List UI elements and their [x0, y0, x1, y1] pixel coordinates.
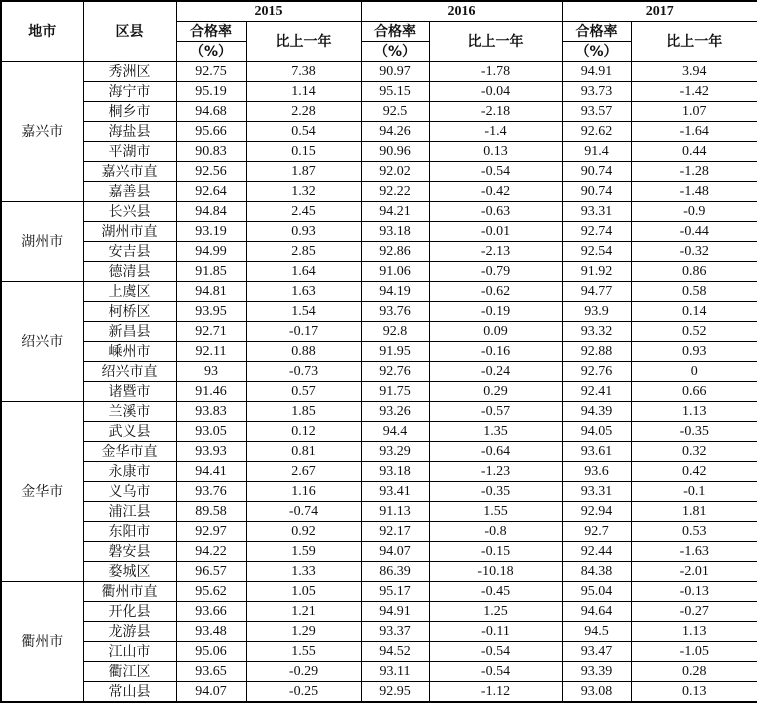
county-cell: 桐乡市: [83, 102, 176, 122]
change-2017-cell: 0.66: [631, 382, 757, 402]
change-2016-cell: -0.79: [429, 262, 562, 282]
county-cell: 长兴县: [83, 202, 176, 222]
change-2015-cell: 1.16: [246, 482, 361, 502]
rate-2015-cell: 94.68: [176, 102, 246, 122]
city-cell: 绍兴市: [1, 282, 83, 402]
rate-unit-2017: （%）: [562, 42, 631, 62]
table-row: [1, 282, 757, 302]
county-cell: 嘉善县: [83, 182, 176, 202]
rate-2017-cell: 92.44: [562, 542, 631, 562]
rate-2015-cell: 94.22: [176, 542, 246, 562]
change-2015-cell: 1.21: [246, 602, 361, 622]
rate-2016-cell: 95.15: [361, 82, 429, 102]
change-2016-cell: -0.35: [429, 482, 562, 502]
table-row: [1, 602, 757, 622]
change-2017-cell: 0.52: [631, 322, 757, 342]
table-row: [1, 262, 757, 282]
rate-2017-cell: 93.31: [562, 202, 631, 222]
change-header-2017: 比上一年: [631, 22, 757, 62]
city-cell: 湖州市: [1, 202, 83, 282]
change-2016-cell: -0.11: [429, 622, 562, 642]
rate-2015-cell: 94.81: [176, 282, 246, 302]
rate-2017-cell: 94.5: [562, 622, 631, 642]
rate-2015-cell: 91.46: [176, 382, 246, 402]
change-2016-cell: 1.55: [429, 502, 562, 522]
rate-header-2017: 合格率: [562, 22, 631, 42]
table-row: [1, 82, 757, 102]
change-2015-cell: 0.54: [246, 122, 361, 142]
rate-2016-cell: 91.06: [361, 262, 429, 282]
change-2017-cell: 0.58: [631, 282, 757, 302]
change-2015-cell: -0.29: [246, 662, 361, 682]
change-2017-cell: -1.63: [631, 542, 757, 562]
change-2016-cell: -0.54: [429, 662, 562, 682]
county-cell: 东阳市: [83, 522, 176, 542]
change-2015-cell: -0.25: [246, 682, 361, 703]
county-cell: 婺城区: [83, 562, 176, 582]
county-cell: 浦江县: [83, 502, 176, 522]
change-2017-cell: 0.93: [631, 342, 757, 362]
rate-2015-cell: 95.19: [176, 82, 246, 102]
county-cell: 嵊州市: [83, 342, 176, 362]
table-row: [1, 582, 757, 602]
rate-2017-cell: 91.92: [562, 262, 631, 282]
city-cell: 衢州市: [1, 582, 83, 703]
change-2017-cell: -2.01: [631, 562, 757, 582]
rate-2017-cell: 93.73: [562, 82, 631, 102]
change-2015-cell: 7.38: [246, 62, 361, 82]
county-cell: 江山市: [83, 642, 176, 662]
table-row: [1, 242, 757, 262]
table-row: [1, 102, 757, 122]
change-2015-cell: 0.88: [246, 342, 361, 362]
rate-2017-cell: 92.94: [562, 502, 631, 522]
rate-2017-cell: 92.7: [562, 522, 631, 542]
change-header-2016: 比上一年: [429, 22, 562, 62]
table-row: [1, 142, 757, 162]
change-2017-cell: 0.32: [631, 442, 757, 462]
rate-header-2015: 合格率: [176, 22, 246, 42]
rate-2016-cell: 94.21: [361, 202, 429, 222]
table-row: [1, 342, 757, 362]
change-2016-cell: -0.62: [429, 282, 562, 302]
table-row: [1, 542, 757, 562]
year-header-2015: 2015: [176, 1, 361, 22]
county-cell: 秀洲区: [83, 62, 176, 82]
county-cell: 绍兴市直: [83, 362, 176, 382]
change-2016-cell: -0.19: [429, 302, 562, 322]
rate-2015-cell: 95.66: [176, 122, 246, 142]
rate-2015-cell: 93.65: [176, 662, 246, 682]
rate-2016-cell: 94.19: [361, 282, 429, 302]
rate-2016-cell: 92.5: [361, 102, 429, 122]
change-2016-cell: -0.42: [429, 182, 562, 202]
rate-2016-cell: 94.4: [361, 422, 429, 442]
rate-2017-cell: 93.32: [562, 322, 631, 342]
table-row: [1, 162, 757, 182]
change-2016-cell: 0.29: [429, 382, 562, 402]
change-2017-cell: 1.07: [631, 102, 757, 122]
rate-2015-cell: 93.76: [176, 482, 246, 502]
change-2015-cell: 0.15: [246, 142, 361, 162]
change-2016-cell: -10.18: [429, 562, 562, 582]
change-2017-cell: 0: [631, 362, 757, 382]
change-2015-cell: 1.32: [246, 182, 361, 202]
county-cell: 湖州市直: [83, 222, 176, 242]
rate-2017-cell: 94.64: [562, 602, 631, 622]
county-cell: 海宁市: [83, 82, 176, 102]
city-cell: 金华市: [1, 402, 83, 582]
change-2016-cell: -0.57: [429, 402, 562, 422]
table-row: [1, 382, 757, 402]
table-row: [1, 202, 757, 222]
rate-2016-cell: 93.26: [361, 402, 429, 422]
table-row: [1, 662, 757, 682]
rate-2015-cell: 94.07: [176, 682, 246, 703]
change-2017-cell: -0.35: [631, 422, 757, 442]
rate-2016-cell: 90.97: [361, 62, 429, 82]
change-2015-cell: 0.57: [246, 382, 361, 402]
county-column-header: 区县: [83, 1, 176, 62]
county-cell: 常山县: [83, 682, 176, 703]
county-cell: 新昌县: [83, 322, 176, 342]
change-2016-cell: 1.35: [429, 422, 562, 442]
rate-2015-cell: 94.84: [176, 202, 246, 222]
rate-2015-cell: 93.83: [176, 402, 246, 422]
county-cell: 金华市直: [83, 442, 176, 462]
rate-2016-cell: 94.07: [361, 542, 429, 562]
rate-2017-cell: 92.54: [562, 242, 631, 262]
change-2016-cell: 0.09: [429, 322, 562, 342]
rate-2017-cell: 90.74: [562, 182, 631, 202]
rate-2017-cell: 93.39: [562, 662, 631, 682]
rate-2016-cell: 94.91: [361, 602, 429, 622]
rate-2016-cell: 93.37: [361, 622, 429, 642]
change-2017-cell: -0.1: [631, 482, 757, 502]
change-2017-cell: 0.53: [631, 522, 757, 542]
change-2015-cell: -0.74: [246, 502, 361, 522]
change-2015-cell: 2.45: [246, 202, 361, 222]
change-2016-cell: -0.15: [429, 542, 562, 562]
rate-2016-cell: 93.41: [361, 482, 429, 502]
change-2015-cell: -0.73: [246, 362, 361, 382]
county-cell: 诸暨市: [83, 382, 176, 402]
rate-2015-cell: 93: [176, 362, 246, 382]
year-header-2016: 2016: [361, 1, 562, 22]
change-2016-cell: -2.13: [429, 242, 562, 262]
table-row: [1, 682, 757, 703]
rate-unit-2015: （%）: [176, 42, 246, 62]
table-row: [1, 562, 757, 582]
rate-2015-cell: 93.19: [176, 222, 246, 242]
table-body: [1, 62, 757, 703]
change-2015-cell: 0.93: [246, 222, 361, 242]
change-2016-cell: 1.25: [429, 602, 562, 622]
rate-2017-cell: 93.08: [562, 682, 631, 703]
rate-2015-cell: 92.71: [176, 322, 246, 342]
rate-2015-cell: 89.58: [176, 502, 246, 522]
change-2016-cell: -0.54: [429, 642, 562, 662]
rate-header-2016: 合格率: [361, 22, 429, 42]
rate-2016-cell: 86.39: [361, 562, 429, 582]
rate-2015-cell: 92.56: [176, 162, 246, 182]
rate-2016-cell: 93.18: [361, 222, 429, 242]
change-2017-cell: -1.48: [631, 182, 757, 202]
change-2017-cell: 3.94: [631, 62, 757, 82]
change-2015-cell: 1.59: [246, 542, 361, 562]
rate-2015-cell: 93.95: [176, 302, 246, 322]
rate-2016-cell: 92.02: [361, 162, 429, 182]
rate-2015-cell: 91.85: [176, 262, 246, 282]
rate-2016-cell: 93.29: [361, 442, 429, 462]
change-2017-cell: 0.86: [631, 262, 757, 282]
rate-2017-cell: 90.74: [562, 162, 631, 182]
change-2017-cell: 1.13: [631, 622, 757, 642]
rate-2016-cell: 95.17: [361, 582, 429, 602]
rate-2017-cell: 93.57: [562, 102, 631, 122]
rate-2017-cell: 94.77: [562, 282, 631, 302]
change-2015-cell: 1.14: [246, 82, 361, 102]
change-2015-cell: 0.92: [246, 522, 361, 542]
table-row: [1, 402, 757, 422]
change-2015-cell: 1.87: [246, 162, 361, 182]
county-cell: 永康市: [83, 462, 176, 482]
change-2017-cell: -0.44: [631, 222, 757, 242]
table-row: [1, 302, 757, 322]
county-cell: 平湖市: [83, 142, 176, 162]
rate-2015-cell: 95.06: [176, 642, 246, 662]
change-2016-cell: -0.63: [429, 202, 562, 222]
change-2016-cell: -0.16: [429, 342, 562, 362]
change-2016-cell: 0.13: [429, 142, 562, 162]
rate-2017-cell: 92.74: [562, 222, 631, 242]
change-2017-cell: 0.13: [631, 682, 757, 703]
rate-2015-cell: 90.83: [176, 142, 246, 162]
county-cell: 义乌市: [83, 482, 176, 502]
county-cell: 安吉县: [83, 242, 176, 262]
rate-2016-cell: 94.52: [361, 642, 429, 662]
change-2016-cell: -0.04: [429, 82, 562, 102]
county-cell: 武义县: [83, 422, 176, 442]
change-2017-cell: -0.27: [631, 602, 757, 622]
rate-2017-cell: 94.39: [562, 402, 631, 422]
table-row: [1, 462, 757, 482]
table-row: [1, 122, 757, 142]
year-header-2017: 2017: [562, 1, 757, 22]
change-2015-cell: 2.85: [246, 242, 361, 262]
county-cell: 龙游县: [83, 622, 176, 642]
county-cell: 上虞区: [83, 282, 176, 302]
change-2015-cell: 1.63: [246, 282, 361, 302]
table-row: [1, 422, 757, 442]
county-cell: 嘉兴市直: [83, 162, 176, 182]
rate-2016-cell: 92.8: [361, 322, 429, 342]
rate-2017-cell: 94.91: [562, 62, 631, 82]
rate-2016-cell: 91.95: [361, 342, 429, 362]
change-2017-cell: -1.64: [631, 122, 757, 142]
change-2015-cell: 2.67: [246, 462, 361, 482]
rate-2015-cell: 92.64: [176, 182, 246, 202]
rate-2016-cell: 91.13: [361, 502, 429, 522]
rate-2015-cell: 93.05: [176, 422, 246, 442]
change-2015-cell: -0.17: [246, 322, 361, 342]
table-row: [1, 322, 757, 342]
rate-2016-cell: 94.26: [361, 122, 429, 142]
rate-2016-cell: 93.18: [361, 462, 429, 482]
change-2015-cell: 1.55: [246, 642, 361, 662]
table-row: [1, 522, 757, 542]
table-row: [1, 222, 757, 242]
rate-2015-cell: 93.93: [176, 442, 246, 462]
change-2016-cell: -1.78: [429, 62, 562, 82]
rate-2017-cell: 84.38: [562, 562, 631, 582]
rate-2016-cell: 92.76: [361, 362, 429, 382]
change-2017-cell: 0.14: [631, 302, 757, 322]
change-2016-cell: -1.4: [429, 122, 562, 142]
change-2016-cell: -1.23: [429, 462, 562, 482]
change-2015-cell: 1.33: [246, 562, 361, 582]
county-cell: 开化县: [83, 602, 176, 622]
change-2015-cell: 1.85: [246, 402, 361, 422]
table-row: [1, 502, 757, 522]
rate-2015-cell: 92.11: [176, 342, 246, 362]
rate-2017-cell: 92.88: [562, 342, 631, 362]
change-2017-cell: 0.42: [631, 462, 757, 482]
table-row: [1, 362, 757, 382]
county-cell: 兰溪市: [83, 402, 176, 422]
table-row: [1, 622, 757, 642]
rate-2017-cell: 92.41: [562, 382, 631, 402]
county-cell: 衢州市直: [83, 582, 176, 602]
rate-2017-cell: 93.6: [562, 462, 631, 482]
rate-2016-cell: 92.17: [361, 522, 429, 542]
change-2015-cell: 1.29: [246, 622, 361, 642]
rate-2016-cell: 91.75: [361, 382, 429, 402]
county-cell: 海盐县: [83, 122, 176, 142]
change-2017-cell: 1.13: [631, 402, 757, 422]
rate-2016-cell: 93.11: [361, 662, 429, 682]
table-row: [1, 482, 757, 502]
table-row: [1, 182, 757, 202]
change-2017-cell: -0.13: [631, 582, 757, 602]
rate-2017-cell: 91.4: [562, 142, 631, 162]
rate-2017-cell: 93.9: [562, 302, 631, 322]
change-2016-cell: -0.45: [429, 582, 562, 602]
rate-2017-cell: 93.61: [562, 442, 631, 462]
table-row: [1, 642, 757, 662]
rate-2017-cell: 92.76: [562, 362, 631, 382]
change-2017-cell: -1.42: [631, 82, 757, 102]
change-2017-cell: 0.28: [631, 662, 757, 682]
rate-2016-cell: 92.95: [361, 682, 429, 703]
rate-2015-cell: 94.41: [176, 462, 246, 482]
county-cell: 磐安县: [83, 542, 176, 562]
rate-2016-cell: 92.22: [361, 182, 429, 202]
rate-2015-cell: 94.99: [176, 242, 246, 262]
change-2015-cell: 0.12: [246, 422, 361, 442]
rate-2015-cell: 93.48: [176, 622, 246, 642]
rate-2015-cell: 93.66: [176, 602, 246, 622]
change-2015-cell: 1.54: [246, 302, 361, 322]
rate-unit-2016: （%）: [361, 42, 429, 62]
rate-2017-cell: 93.31: [562, 482, 631, 502]
table-row: [1, 442, 757, 462]
change-2016-cell: -0.64: [429, 442, 562, 462]
change-2017-cell: 1.81: [631, 502, 757, 522]
rate-2015-cell: 92.75: [176, 62, 246, 82]
city-cell: 嘉兴市: [1, 62, 83, 202]
rate-2015-cell: 92.97: [176, 522, 246, 542]
change-2015-cell: 1.64: [246, 262, 361, 282]
county-cell: 衢江区: [83, 662, 176, 682]
change-2015-cell: 0.81: [246, 442, 361, 462]
change-2016-cell: -1.12: [429, 682, 562, 703]
table-row: [1, 62, 757, 82]
rate-2017-cell: 92.62: [562, 122, 631, 142]
change-2017-cell: -1.28: [631, 162, 757, 182]
change-2016-cell: -0.24: [429, 362, 562, 382]
change-2017-cell: -1.05: [631, 642, 757, 662]
change-2015-cell: 2.28: [246, 102, 361, 122]
rate-2016-cell: 90.96: [361, 142, 429, 162]
change-2016-cell: -2.18: [429, 102, 562, 122]
rate-2015-cell: 95.62: [176, 582, 246, 602]
rate-2017-cell: 94.05: [562, 422, 631, 442]
city-column-header: 地市: [1, 1, 83, 62]
change-header-2015: 比上一年: [246, 22, 361, 62]
change-2015-cell: 1.05: [246, 582, 361, 602]
change-2017-cell: -0.9: [631, 202, 757, 222]
change-2016-cell: -0.01: [429, 222, 562, 242]
change-2016-cell: -0.54: [429, 162, 562, 182]
rate-2017-cell: 93.47: [562, 642, 631, 662]
county-cell: 柯桥区: [83, 302, 176, 322]
rate-2016-cell: 92.86: [361, 242, 429, 262]
change-2017-cell: -0.32: [631, 242, 757, 262]
rate-2015-cell: 96.57: [176, 562, 246, 582]
county-cell: 德清县: [83, 262, 176, 282]
rate-2017-cell: 95.04: [562, 582, 631, 602]
change-2017-cell: 0.44: [631, 142, 757, 162]
rate-2016-cell: 93.76: [361, 302, 429, 322]
change-2016-cell: -0.8: [429, 522, 562, 542]
table-header: [1, 1, 757, 62]
